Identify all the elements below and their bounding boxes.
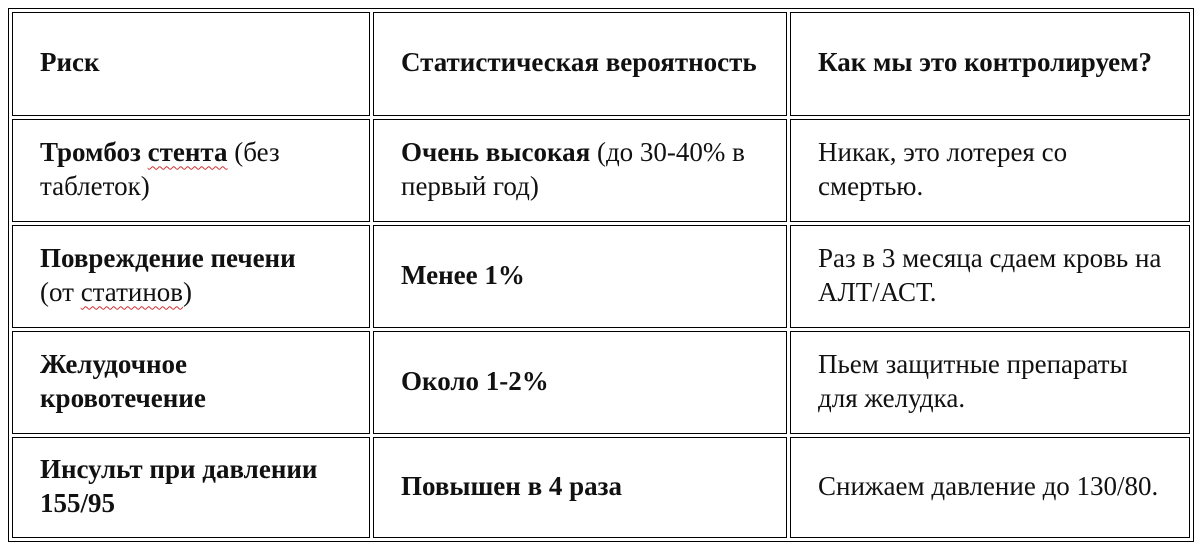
control-text: Никак, это лотерея со смертью. xyxy=(818,136,1068,201)
probability-rest: (до 30-40% в первый год) xyxy=(401,136,745,201)
probability-bold: Около 1-2% xyxy=(401,365,549,396)
risk-cell xyxy=(12,331,370,434)
risk-text-part: Тромбоз xyxy=(40,136,148,167)
probability-cell xyxy=(373,225,787,328)
header-cell-control xyxy=(790,12,1190,116)
risk-text-bold: Желудочное кровотечение xyxy=(40,348,206,413)
header-cell-probability xyxy=(373,12,787,116)
header-control-label: Как мы это контролируем? xyxy=(818,47,1152,77)
risk-cell xyxy=(12,119,370,222)
risk-text-rest: (без таблеток) xyxy=(40,136,280,201)
control-text: Раз в 3 месяца сдаем кровь на АЛТ/АСТ. xyxy=(818,242,1162,307)
control-cell xyxy=(790,331,1190,434)
table-row xyxy=(12,437,1190,538)
risk-text-bold: Инсульт при давлении 155/95 xyxy=(40,453,318,518)
risk-text-part: (от xyxy=(40,276,81,307)
control-cell xyxy=(790,225,1190,328)
risk-text-rest: ) xyxy=(183,276,193,307)
control-text: Пьем защитные препараты для желудка. xyxy=(818,348,1128,413)
risk-text-bold: Повреждение печени xyxy=(40,242,296,273)
probability-bold: Очень высокая xyxy=(401,136,591,167)
probability-cell xyxy=(373,437,787,538)
risk-cell xyxy=(12,437,370,538)
risk-text-bold xyxy=(40,137,228,167)
control-cell xyxy=(790,119,1190,222)
spellcheck-word: статинов xyxy=(80,276,184,307)
spellcheck-word: стента xyxy=(147,136,228,167)
risk-cell xyxy=(12,225,370,328)
table-row xyxy=(12,119,1190,222)
table-header-row xyxy=(12,12,1190,116)
probability-cell xyxy=(373,331,787,434)
table-row xyxy=(12,225,1190,328)
probability-cell xyxy=(373,119,787,222)
risk-table xyxy=(8,8,1194,542)
header-probability-label: Статистическая вероятность xyxy=(401,47,757,77)
probability-bold: Повышен в 4 раза xyxy=(401,470,623,501)
header-cell-risk xyxy=(12,12,370,116)
control-text: Снижаем давление до 130/80. xyxy=(818,470,1159,501)
control-cell xyxy=(790,437,1190,538)
header-risk-label: Риск xyxy=(40,47,100,77)
probability-bold: Менее 1% xyxy=(401,259,525,290)
table-row xyxy=(12,331,1190,434)
